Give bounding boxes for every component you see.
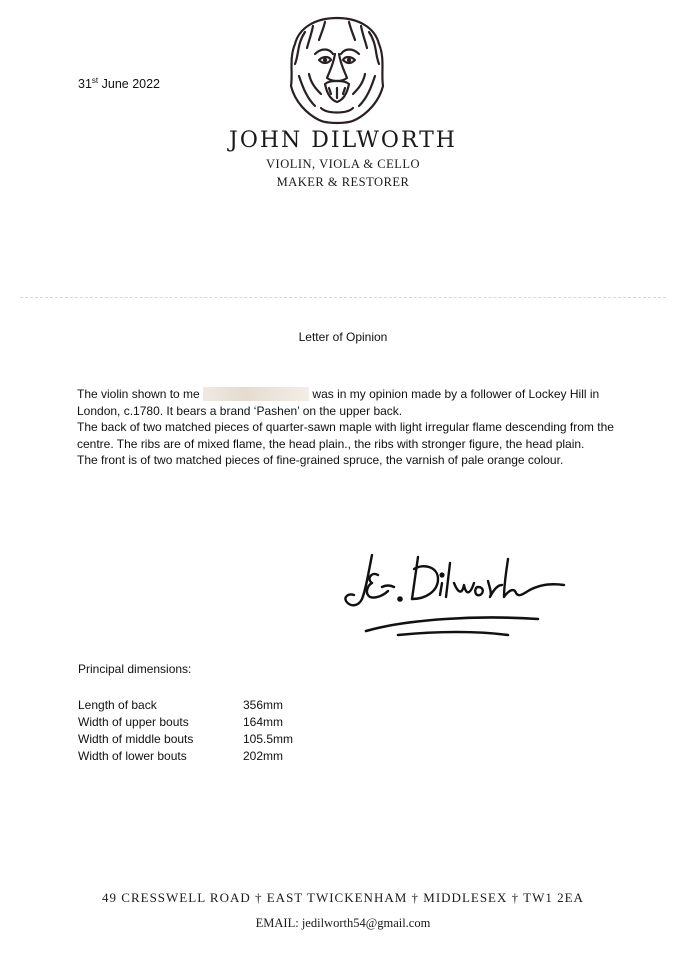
footer-email: EMAIL: jedilworth54@gmail.com [255, 916, 431, 930]
dimension-label: Width of upper bouts [78, 715, 189, 729]
letter-date [78, 76, 160, 91]
dimension-value: 356mm [243, 698, 284, 712]
dimensions-table [78, 698, 343, 766]
redacted-name [203, 387, 309, 401]
dimension-row [78, 749, 343, 766]
date-suffix: st [91, 76, 99, 85]
body-paragraph-1-end: was in my opinion made by a follower of Lockey Hill in London, c.1780. It bears a brand ‘Pashen’ on the upper back. [77, 387, 600, 418]
letterhead-subtitle-2: MAKER & RESTORER [276, 175, 410, 189]
body-paragraph-3: The front is of two matched pieces of fine-grained spruce, the varnish of pale orange colour. [77, 453, 564, 467]
date-day: 31 [78, 77, 92, 92]
dimension-label: Width of middle bouts [78, 732, 194, 746]
dimension-value: 105.5mm [243, 732, 294, 746]
dimension-row [78, 715, 343, 732]
dimension-value: 164mm [243, 715, 284, 729]
letter-heading: Letter of Opinion [298, 330, 388, 344]
dimensions-title: Principal dimensions: [78, 662, 192, 676]
body-paragraph-2: The back of two matched pieces of quarter-sawn maple with light irregular flame descending from the centre. The ribs are of mixed flame, the head plain., the ribs with stronger figure, the head plain. [77, 420, 614, 451]
dimension-row [78, 698, 343, 715]
letter-body [77, 386, 617, 469]
fold-divider [20, 297, 666, 298]
footer-address: 49 CRESSWELL ROAD † EAST TWICKENHAM † MIDDLESEX † TW1 2EA [102, 890, 584, 905]
dimension-row [78, 732, 343, 749]
body-paragraph-1 [77, 386, 617, 419]
dimension-value: 202mm [243, 749, 284, 763]
letterhead-name: JOHN DILWORTH [229, 128, 457, 153]
dimension-label: Width of lower bouts [78, 749, 187, 763]
lion-head-logo-icon [285, 14, 389, 126]
letterhead-subtitle-1: VIOLIN, VIOLA & CELLO [266, 157, 420, 171]
body-paragraph-1-start: The violin shown to me [77, 387, 204, 401]
dimension-label: Length of back [78, 698, 157, 712]
signature-icon [338, 545, 570, 653]
date-month-year: June 2022 [98, 77, 160, 92]
